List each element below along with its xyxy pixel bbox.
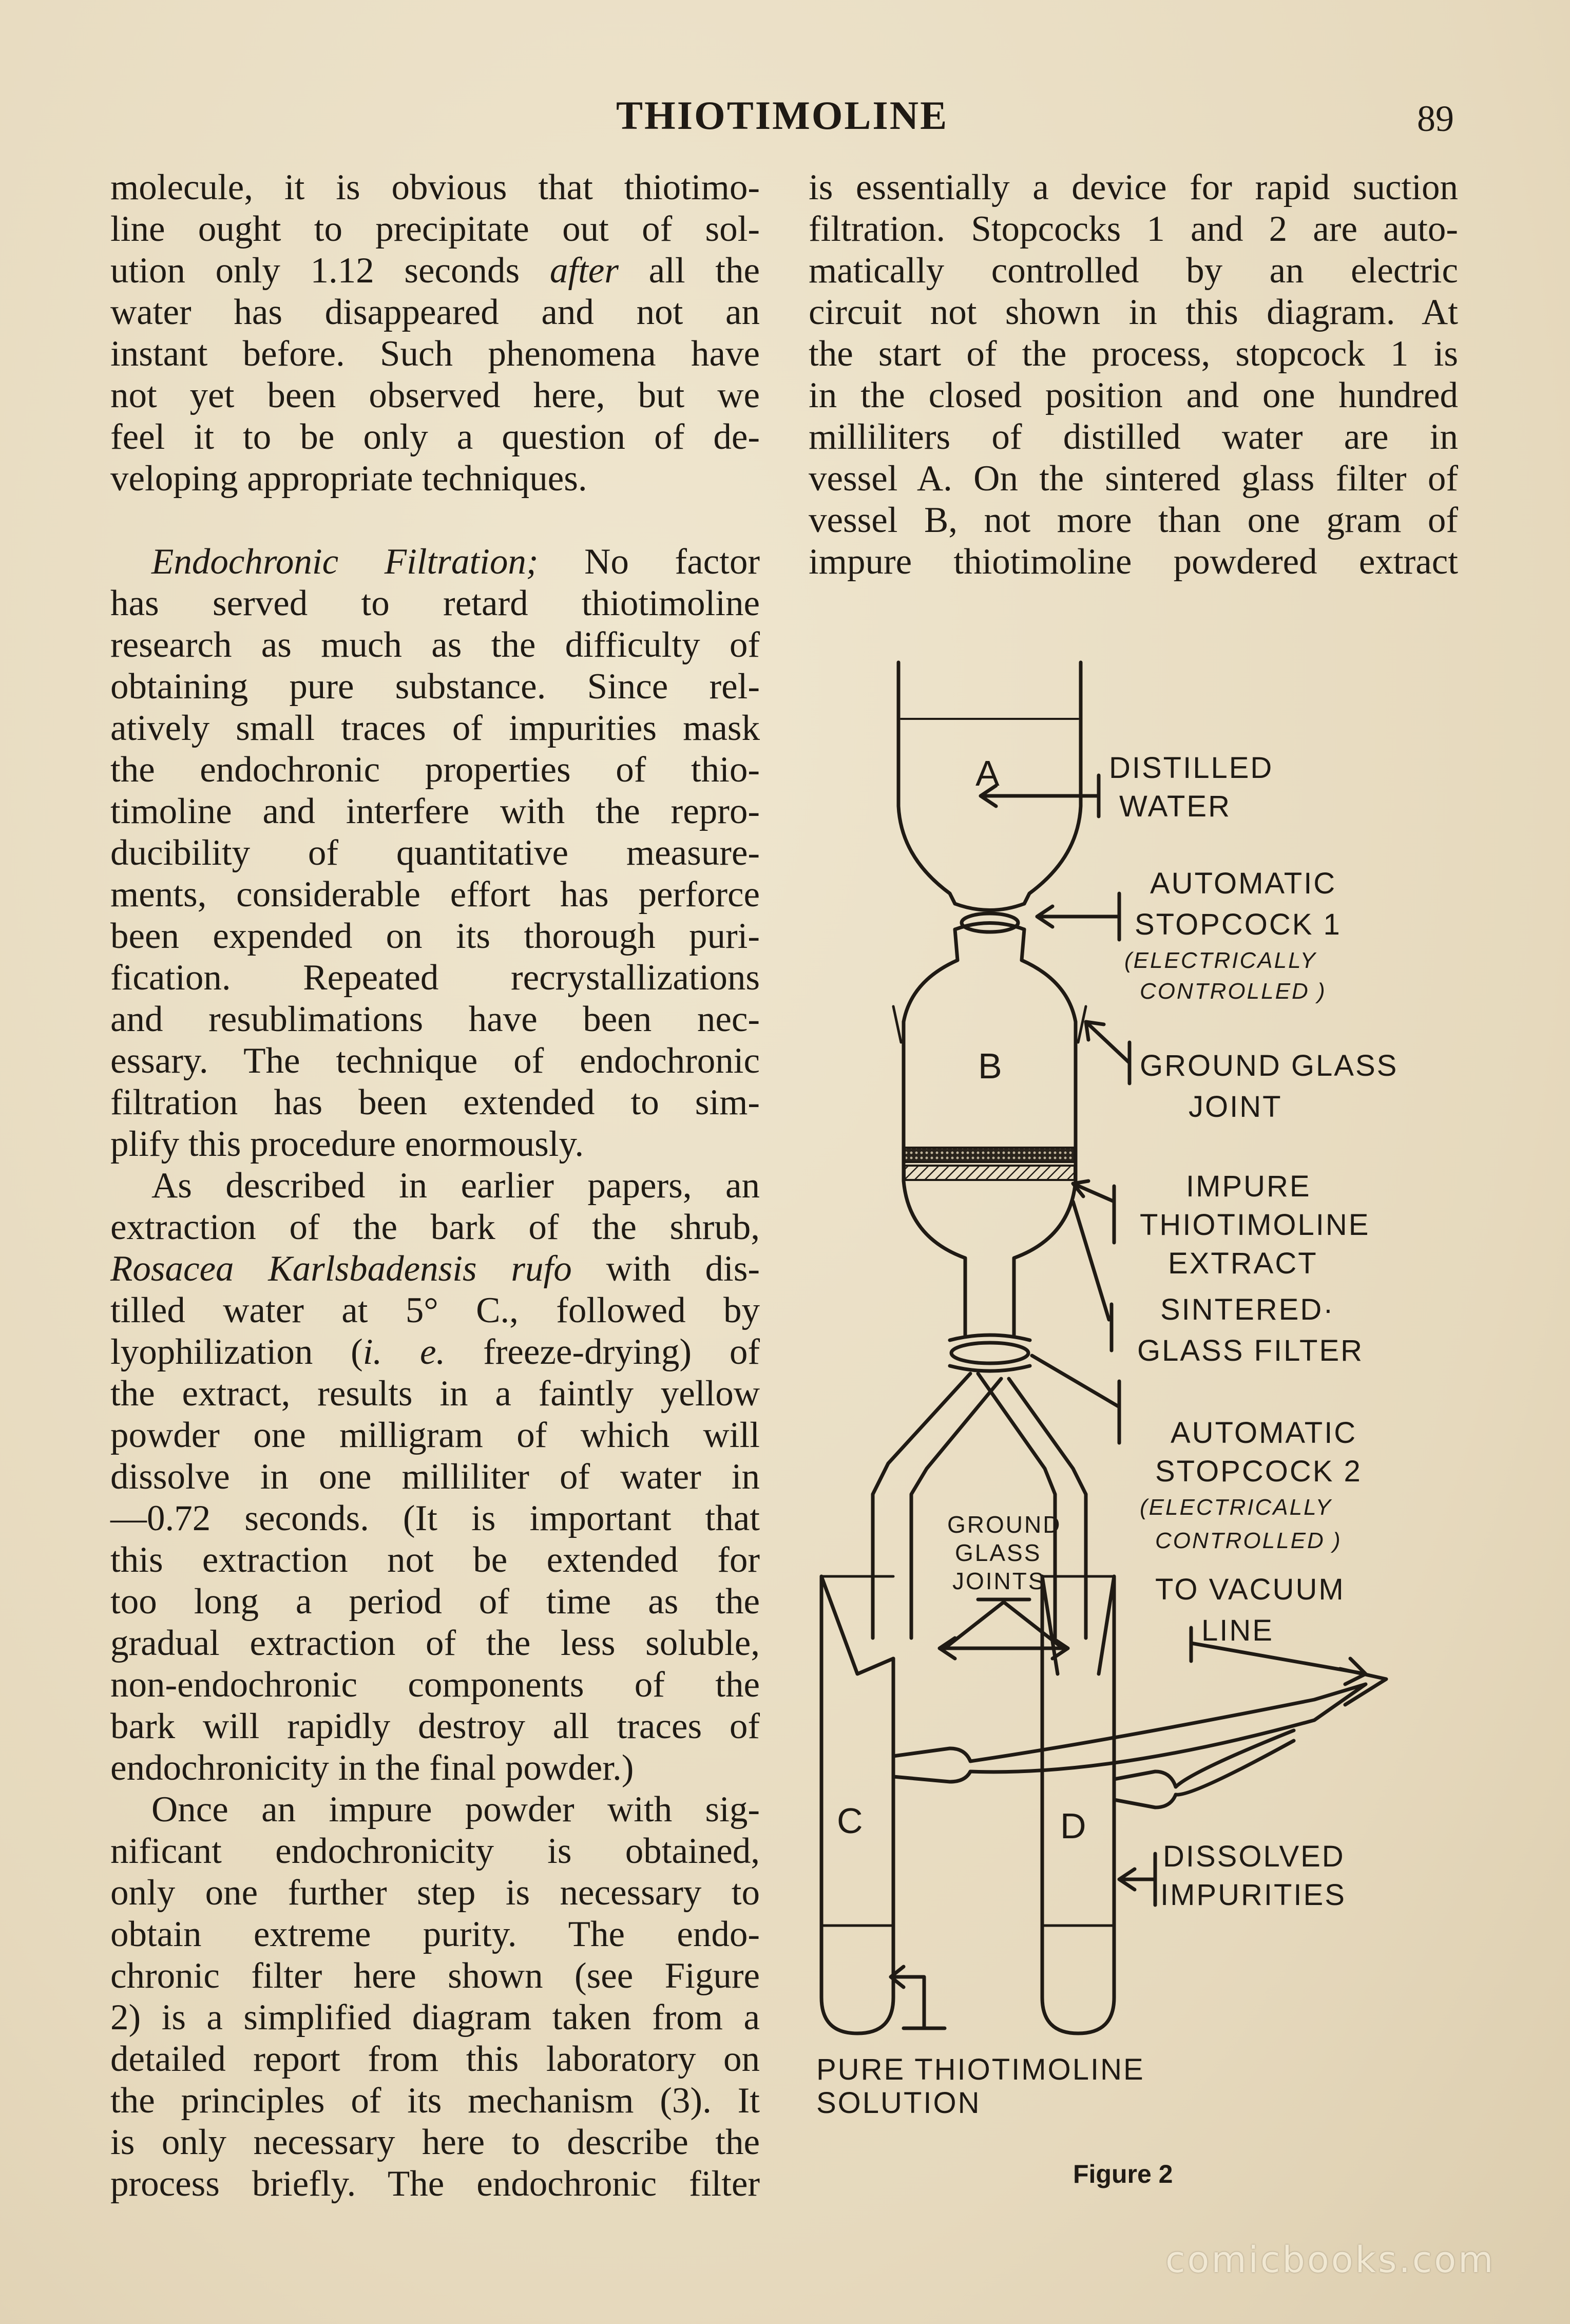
label-electrically-1: (ELECTRICALLY xyxy=(1124,948,1317,973)
body-line: process briefly. The endochronic filter xyxy=(110,2164,760,2204)
body-line: As described in earlier papers, an xyxy=(151,1166,760,1206)
text-run: No factor xyxy=(538,542,760,582)
label-stopcock-2: STOPCOCK 2 xyxy=(1155,1455,1362,1488)
body-line: line ought to precipitate out of sol- xyxy=(110,209,760,249)
label-controlled-1: CONTROLLED ) xyxy=(1140,979,1327,1004)
label-ground: GROUND xyxy=(947,1511,1062,1538)
label-dissolved: DISSOLVED xyxy=(1163,1840,1345,1873)
body-line: feel it to be only a question of de- xyxy=(110,417,760,457)
label-water: WATER xyxy=(1119,790,1231,823)
arrow-ground-glass-joints xyxy=(940,1638,1068,1659)
body-line: vessel A. On the sintered glass filter of xyxy=(809,459,1458,499)
label-glass: GLASS xyxy=(955,1539,1042,1566)
body-line: only one further step is necessary to xyxy=(110,1873,760,1913)
body-line: nificant endochronicity is obtained, xyxy=(110,1831,760,1871)
body-line: timoline and interfere with the repro- xyxy=(110,791,760,831)
species-name: Rosacea Karlsbadensis rufo xyxy=(110,1249,572,1289)
body-line: circuit not shown in this diagram. At xyxy=(809,292,1458,332)
y-branch-left xyxy=(873,1374,970,1638)
arrow-sintered-filter xyxy=(1073,1202,1109,1320)
body-line: the endochronic properties of thio- xyxy=(110,750,760,790)
body-line xyxy=(110,1331,760,1373)
vacuum-tube xyxy=(893,1684,1366,1782)
label-stopcock-1: STOPCOCK 1 xyxy=(1135,908,1342,941)
arrow-ground-glass xyxy=(1086,1022,1129,1063)
vessel-a-label: A xyxy=(975,753,1000,793)
body-line: obtain extreme purity. The endo- xyxy=(110,1914,760,1954)
page-number: 89 xyxy=(1417,98,1454,139)
body-line: too long a period of time as the xyxy=(110,1582,760,1622)
label-line: LINE xyxy=(1201,1614,1274,1647)
text-run: ution only 1.12 seconds xyxy=(110,251,550,291)
label-automatic-1: AUTOMATIC xyxy=(1150,867,1337,900)
running-head: THIOTIMOLINE xyxy=(616,93,949,138)
label-to-vacuum: TO VACUUM xyxy=(1155,1573,1345,1606)
impure-extract-layer xyxy=(905,1148,1075,1162)
figure-caption: Figure 2 xyxy=(1073,2160,1173,2188)
text-run: all the xyxy=(618,251,760,291)
text-run: with dis- xyxy=(571,1249,760,1289)
text-run: lyophilization ( xyxy=(110,1332,363,1372)
body-line xyxy=(110,1248,760,1290)
right-column xyxy=(809,167,1458,583)
label-controlled-2: CONTROLLED ) xyxy=(1155,1528,1342,1553)
body-line: this extraction not be extended for xyxy=(110,1540,760,1580)
body-line: the principles of its mechanism (3). It xyxy=(110,2081,760,2121)
sintered-glass-filter-layer xyxy=(905,1166,1075,1180)
body-line: bark will rapidly destroy all traces of xyxy=(110,1706,760,1746)
body-line: detailed report from this laboratory on xyxy=(110,2039,760,2079)
body-line: instant before. Such phenomena have xyxy=(110,334,760,374)
body-line: molecule, it is obvious that thiotimo- xyxy=(110,167,760,207)
body-line: extraction of the bark of the shrub, xyxy=(110,1207,760,1247)
label-automatic-2: AUTOMATIC xyxy=(1171,1416,1357,1450)
body-line: in the closed position and one hundred xyxy=(809,375,1458,415)
arrow-stopcock-2 xyxy=(1032,1356,1119,1407)
body-line: is only necessary here to describe the xyxy=(110,2122,760,2162)
apparatus-drawing xyxy=(801,652,1468,2116)
body-line: milliliters of distilled water are in xyxy=(809,417,1458,457)
label-glass-filter: GLASS FILTER xyxy=(1137,1334,1364,1367)
vessel-b-label: B xyxy=(978,1046,1002,1086)
figure-2-diagram xyxy=(801,652,1468,2116)
label-impure: IMPURE xyxy=(1186,1170,1311,1203)
body-line: the start of the process, stopcock 1 is xyxy=(809,334,1458,374)
label-thiotimoline: THIOTIMOLINE xyxy=(1140,1208,1370,1242)
label-sintered: SINTERED· xyxy=(1160,1293,1335,1326)
body-line: endochronicity in the final powder.) xyxy=(110,1748,634,1788)
body-line: and resublimations have been nec- xyxy=(110,999,760,1039)
body-line xyxy=(110,250,760,292)
body-line: ments, considerable effort has perforce xyxy=(110,874,760,915)
watermark: comicbooks.com xyxy=(1165,2239,1496,2281)
vessel-c-label: C xyxy=(837,1801,863,1841)
body-line: matically controlled by an electric xyxy=(809,251,1458,291)
arrow-vacuum-line xyxy=(1191,1643,1366,1684)
arrow-dissolved-impurities xyxy=(1119,1869,1155,1890)
body-line: filtration has been extended to sim- xyxy=(110,1082,760,1122)
body-line: Once an impure powder with sig- xyxy=(151,1789,760,1830)
body-line: essary. The technique of endochronic xyxy=(110,1041,760,1081)
label-pure-thiotimoline: PURE THIOTIMOLINE xyxy=(816,2053,1145,2086)
body-line: the extract, results in a faintly yellow xyxy=(110,1374,760,1414)
arrow-stopcock-1 xyxy=(1037,906,1119,927)
body-line: powder one milligram of which will xyxy=(110,1415,760,1455)
body-line: obtaining pure substance. Since rel- xyxy=(110,666,760,707)
section-heading: Endochronic Filtration; xyxy=(151,542,539,582)
body-line: non-endochronic components of the xyxy=(110,1665,760,1705)
body-line: 2) is a simplified diagram taken from a xyxy=(110,1997,760,2037)
body-line: been expended on its thorough puri- xyxy=(110,916,760,956)
arrow-impure-extract xyxy=(1073,1181,1114,1202)
body-line: filtration. Stopcocks 1 and 2 are auto- xyxy=(809,209,1458,249)
label-distilled: DISTILLED xyxy=(1109,751,1274,785)
left-column xyxy=(110,167,760,2205)
body-line: water has disappeared and not an xyxy=(110,292,760,332)
body-line: research as much as the difficulty of xyxy=(110,625,760,665)
emphasis-after: after xyxy=(549,251,619,291)
label-ground-glass: GROUND GLASS xyxy=(1140,1049,1399,1082)
body-line: chronic filter here shown (see Figure xyxy=(110,1956,760,1996)
emphasis-ie: i. e. xyxy=(362,1332,446,1372)
text-run: freeze-drying) of xyxy=(445,1332,760,1372)
body-line: gradual extraction of the less soluble, xyxy=(110,1623,760,1663)
body-line: —0.72 seconds. (It is important that xyxy=(110,1498,760,1538)
label-joint: JOINT xyxy=(1189,1090,1282,1123)
body-line: is essentially a device for rapid suction xyxy=(809,167,1458,207)
vessel-a-outline xyxy=(898,662,955,904)
body-line: atively small traces of impurities mask xyxy=(110,708,760,748)
vessel-d-label: D xyxy=(1060,1806,1086,1846)
body-line: impure thiotimoline powdered extract xyxy=(809,542,1458,582)
stopcock-2-shape xyxy=(951,1343,1028,1363)
body-line: dissolve in one milliliter of water in xyxy=(110,1457,760,1497)
label-electrically-2: (ELECTRICALLY xyxy=(1140,1495,1332,1520)
arrow-pure-solution xyxy=(891,1967,924,2028)
body-line: veloping appropriate techniques. xyxy=(110,459,587,499)
body-line: vessel B, not more than one gram of xyxy=(809,500,1458,540)
body-line: has served to retard thiotimoline xyxy=(110,583,760,623)
body-line: fication. Repeated recrystallizations xyxy=(110,958,760,998)
body-line: plify this procedure enormously. xyxy=(110,1124,584,1164)
label-extract: EXTRACT xyxy=(1168,1247,1318,1280)
body-line: not yet been observed here, but we xyxy=(110,375,760,415)
body-line: tilled water at 5° C., followed by xyxy=(110,1290,760,1330)
label-joints: JOINTS xyxy=(952,1568,1046,1594)
body-line: ducibility of quantitative measure- xyxy=(110,833,760,873)
body-line xyxy=(110,541,760,583)
label-solution: SOLUTION xyxy=(816,2086,981,2116)
label-impurities: IMPURITIES xyxy=(1160,1878,1346,1912)
